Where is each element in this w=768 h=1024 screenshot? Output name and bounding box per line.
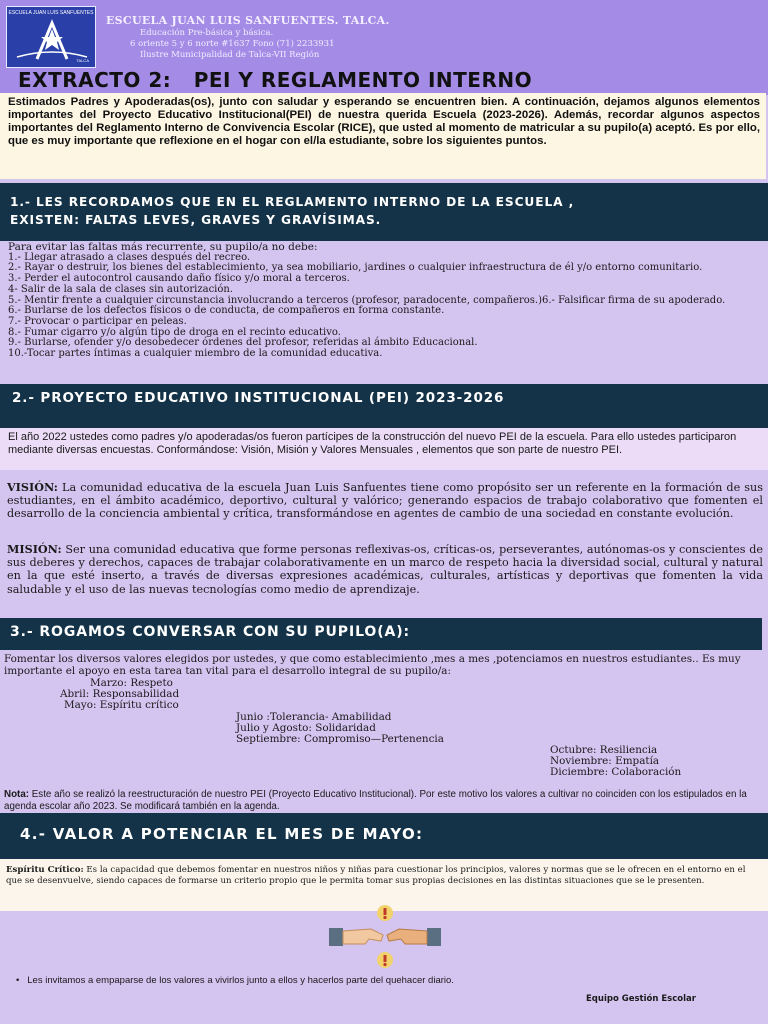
list-item: 4- Salir de la sala de clases sin autorización. bbox=[8, 283, 234, 295]
invitation-text: Les invitamos a empaparse de los valores a vivirlos junto a ellos y hacerlos parte del quehacer diario. bbox=[27, 975, 454, 986]
logo-text-bottom: TALCA bbox=[76, 58, 89, 63]
list-item: 10.-Tocar partes íntimas a cualquier miembro de la comunidad educativa. bbox=[8, 348, 383, 360]
value-june: Junio :Tolerancia- Amabilidad bbox=[236, 711, 392, 723]
list-item: 3.- Perder el autocontrol causando daño físico y/o moral a terceros. bbox=[8, 273, 350, 285]
mision-label: MISIÓN: bbox=[7, 542, 62, 556]
section3-banner bbox=[0, 618, 762, 650]
school-level: Educación Pre-básica y básica. bbox=[140, 28, 274, 38]
value-july-august: Julio y Agosto: Solidaridad bbox=[236, 722, 376, 734]
nota-paragraph bbox=[4, 789, 766, 812]
vision-paragraph bbox=[7, 481, 763, 521]
value-may: Mayo: Espíritu crítico bbox=[64, 699, 179, 711]
espiritu-text: Es la capacidad que debemos fomentar en nuestros niños y niñas para cuestionar los principios, valores y normas que se le ofrecen en el entorno en el que se desenvuelve, siendo capaces de formarse un criterio propio que le permita tomar sus propias decisiones en las distintas situaciones que se le presenten. bbox=[6, 865, 746, 886]
list-item: 2.- Rayar o destruir, los bienes del establecimiento, ya sea mobiliario, jardines o cualquier infraestructura de él y/o entorno comunitario. bbox=[8, 262, 703, 274]
invitation-bullet: • Les invitamos a empaparse de los valores a vivirlos junto a ellos y hacerlos parte del quehacer diario. bbox=[16, 975, 454, 986]
faltas-lead: Para evitar las faltas más recurrente, su pupilo/a no debe: bbox=[8, 241, 318, 253]
faltas-list bbox=[8, 242, 764, 360]
logo-text-top: ESCUELA JUAN LUIS SANFUENTES bbox=[8, 10, 94, 16]
section4-title: 4.- VALOR A POTENCIAR EL MES DE MAYO: bbox=[20, 825, 424, 843]
section1-title-line1: 1.- LES RECORDAMOS QUE EN EL REGLAMENTO INTERNO DE LA ESCUELA , bbox=[10, 195, 575, 209]
section1-banner bbox=[0, 183, 768, 241]
school-municipality: Ilustre Municipalidad de Talca-VII Región bbox=[140, 50, 320, 60]
school-address: 6 oriente 5 y 6 norte #1637 Fono (71) 2233931 bbox=[130, 39, 335, 49]
section1-title-line2: EXISTEN: FALTAS LEVES, GRAVES Y GRAVÍSIMAS. bbox=[10, 213, 382, 227]
mision-text: Ser una comunidad educativa que forme personas reflexivas-os, críticas-os, perseverantes, autónomas-os y conscientes de sus deberes y derechos, capaces de trabajar colaborativamente en un marco de respeto hacia la diversidad social, cultural y natural en la que esté inserto, a través de diversas expresiones académicas, culturales, artísticas y deportivas que fomenten la vida saludable y el uso de las nuevas tecnologías como medio de aprendizaje. bbox=[7, 543, 763, 596]
pei-intro: El año 2022 ustedes como padres y/o apoderadas/os fueron partícipes de la construcción del nuevo PEI de la escuela. Para ello ustedes participaron mediante diversas encuestas. Conformándose: Visión, Misión y Valores Mensuales , elementos que son parte de nuestro PEI. bbox=[0, 428, 768, 470]
value-october: Octubre: Resiliencia bbox=[550, 744, 658, 756]
value-november: Noviembre: Empatía bbox=[550, 755, 660, 767]
handshake-icon bbox=[325, 904, 445, 970]
value-march: Marzo: Respeto bbox=[90, 677, 173, 689]
school-logo bbox=[6, 6, 96, 68]
page-title: EXTRACTO 2: PEI Y REGLAMENTO INTERNO bbox=[18, 68, 533, 92]
list-item: 7.- Provocar o participar en peleas. bbox=[8, 315, 187, 327]
vision-label: VISIÓN: bbox=[7, 480, 58, 494]
section2-title: 2.- PROYECTO EDUCATIVO INSTITUCIONAL (PEI) 2023-2026 bbox=[12, 390, 505, 406]
nota-label: Nota: bbox=[4, 789, 30, 800]
value-april: Abril: Responsabilidad bbox=[60, 688, 180, 700]
section3-title: 3.- ROGAMOS CONVERSAR CON SU PUPILO(A): bbox=[10, 624, 411, 640]
section4-banner bbox=[0, 813, 768, 859]
vision-text: La comunidad educativa de la escuela Juan Luis Sanfuentes tiene como propósito ser un referente en la formación de sus estudiantes, en el ámbito académico, deportivo, cultural y valórico; generando espacios de trabajo colaborativo que fomenten el desarrollo de la conciencia ambiental y crítica, transformándose en agentes de cambio de una sociedad en constante evolución. bbox=[7, 481, 763, 521]
mision-paragraph bbox=[7, 543, 763, 596]
intro-paragraph: Estimados Padres y Apoderadas(os), junto con saludar y esperando se encuentren bien. A continuación, dejamos algunos elementos importantes del Proyecto Educativo Institucional(PEI) de nuestra querida Escuela (2023-2026). Además, recordar algunos aspectos importantes del Reglamento Interno de Convivencia Escolar (RICE), que usted al momento de matricular a su pupilo(a) aceptó. Es por ello, que es muy importante que reflexione en el hogar con el/la estudiante, sobre los siguientes puntos. bbox=[0, 93, 766, 179]
list-item: 8.- Fumar cigarro y/o algún tipo de droga en el recinto educativo. bbox=[8, 326, 341, 338]
list-item: 6.- Burlarse de los defectos físicos o de conducta, de compañeros en forma constante. bbox=[8, 305, 445, 317]
list-item: 9.- Burlarse, ofender y/o desobedecer órdenes del profesor, referidas al ámbito Educacional. bbox=[8, 337, 478, 349]
value-december: Diciembre: Colaboración bbox=[550, 766, 682, 778]
value-september: Septiembre: Compromiso—Pertenencia bbox=[236, 733, 444, 745]
list-item: 5.- Mentir frente a cualquier circunstancia involucrando a terceros (profesor, paradocente, compañeros.)6.- Falsificar firma de su apoderado. bbox=[8, 294, 726, 306]
rogamos-text: Fomentar los diversos valores elegidos por ustedes, y que como establecimiento ,mes a mes ,potenciamos en nuestros estudiantes.. Es muy importante el apoyo en esta tarea tan vital para el desarrollo integral de su pupilo/a: bbox=[4, 653, 741, 677]
list-item: 1.- Llegar atrasado a clases después del recreo. bbox=[8, 251, 251, 263]
signature: Equipo Gestión Escolar bbox=[586, 994, 696, 1004]
section2-banner bbox=[0, 384, 768, 428]
espiritu-label: Espíritu Crítico: bbox=[6, 865, 84, 875]
school-name: ESCUELA JUAN LUIS SANFUENTES. TALCA. bbox=[106, 14, 390, 27]
nota-text: Este año se realizó la reestructuración de nuestro PEI (Proyecto Educativo Institucional). Por este motivo los valores a cultivar no coinciden con los estipulados en la agenda escolar año 2023. Se modificará también en la agenda. bbox=[4, 789, 747, 812]
